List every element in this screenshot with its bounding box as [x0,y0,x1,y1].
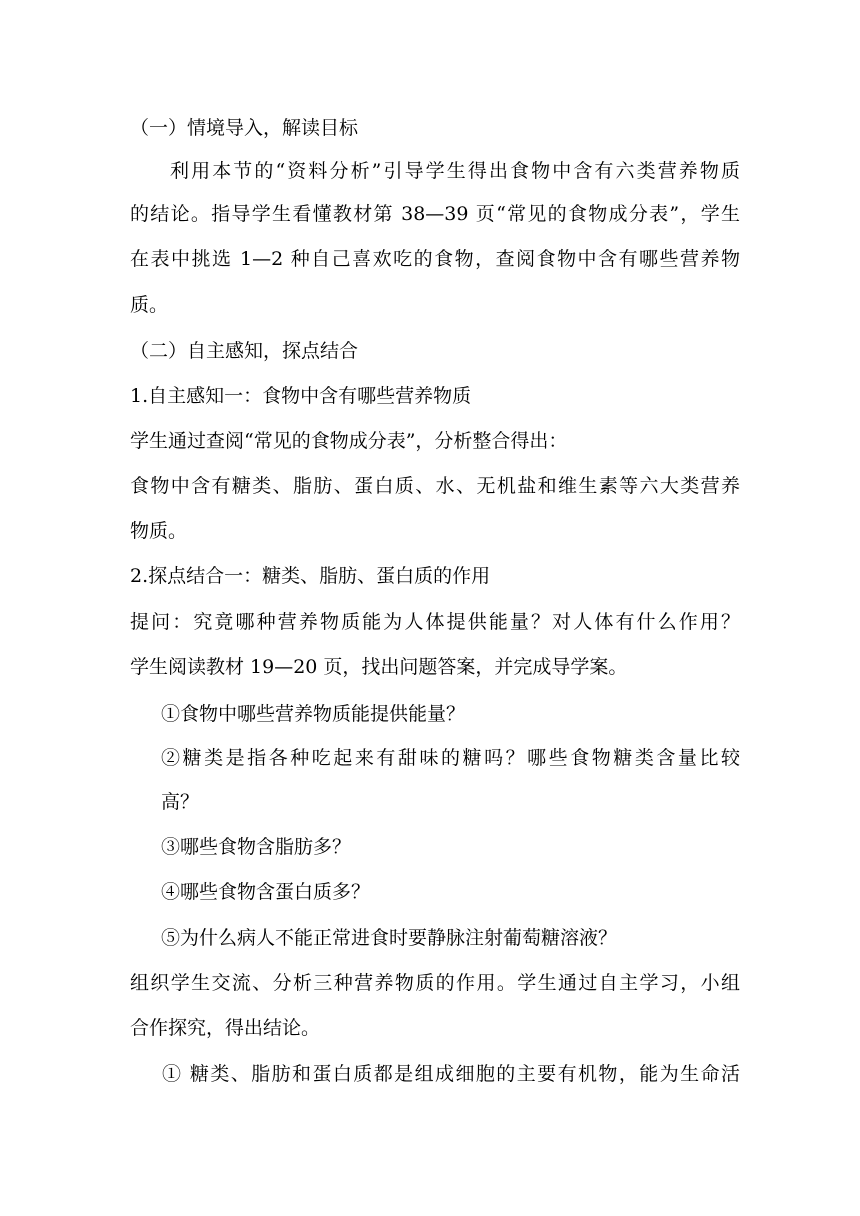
subsection-heading: 2.探点结合一：糖类、脂肪、蛋白质的作用 [130,565,491,587]
section-heading-2: （二）自主感知，探点结合 [130,340,359,362]
paragraph-line: 的结论。指导学生看懂教材第 38—39 页“常见的食物成分表”，学生 [130,203,740,225]
paragraph-line: 在表中挑选 1—2 种自己喜欢吃的食物，查阅食物中含有哪些营养物 [130,248,740,270]
question-item: ③哪些食物含脂肪多？ [161,836,352,858]
paragraph-line: 组织学生交流、分析三种营养物质的作用。学生通过自主学习，小组 [130,972,740,994]
section-heading-1: （一）情境导入，解读目标 [130,117,359,139]
question-item: ⑤为什么病人不能正常进食时要静脉注射葡萄糖溶液？ [161,927,618,949]
question-item: ②糖类是指各种吃起来有甜味的糖吗？哪些食物糖类含量比较 [161,747,740,769]
paragraph-line: 学生通过查阅“常见的食物成分表”，分析整合得出： [130,430,568,452]
paragraph-line: 提问：究竟哪种营养物质能为人体提供能量？对人体有什么作用？ [130,611,740,633]
paragraph-line: 学生阅读教材 19—20 页，找出问题答案，并完成导学案。 [130,656,628,678]
paragraph-line: 利用本节的“资料分析”引导学生得出食物中含有六类营养物质 [170,160,740,182]
question-item-continuation: 高？ [161,791,200,813]
question-item: ④哪些食物含蛋白质多？ [161,881,371,903]
conclusion-item: ① 糖类、脂肪和蛋白质都是组成细胞的主要有机物，能为生命活 [162,1063,740,1085]
paragraph-line: 食物中含有糖类、脂肪、蛋白质、水、无机盐和维生素等六大类营养 [130,475,740,497]
paragraph-line: 质。 [130,294,169,316]
paragraph-line: 物质。 [130,520,188,542]
question-item: ①食物中哪些营养物质能提供能量？ [161,703,466,725]
paragraph-line: 合作探究，得出结论。 [130,1017,321,1039]
subsection-heading: 1.自主感知一：食物中含有哪些营养物质 [130,385,472,407]
